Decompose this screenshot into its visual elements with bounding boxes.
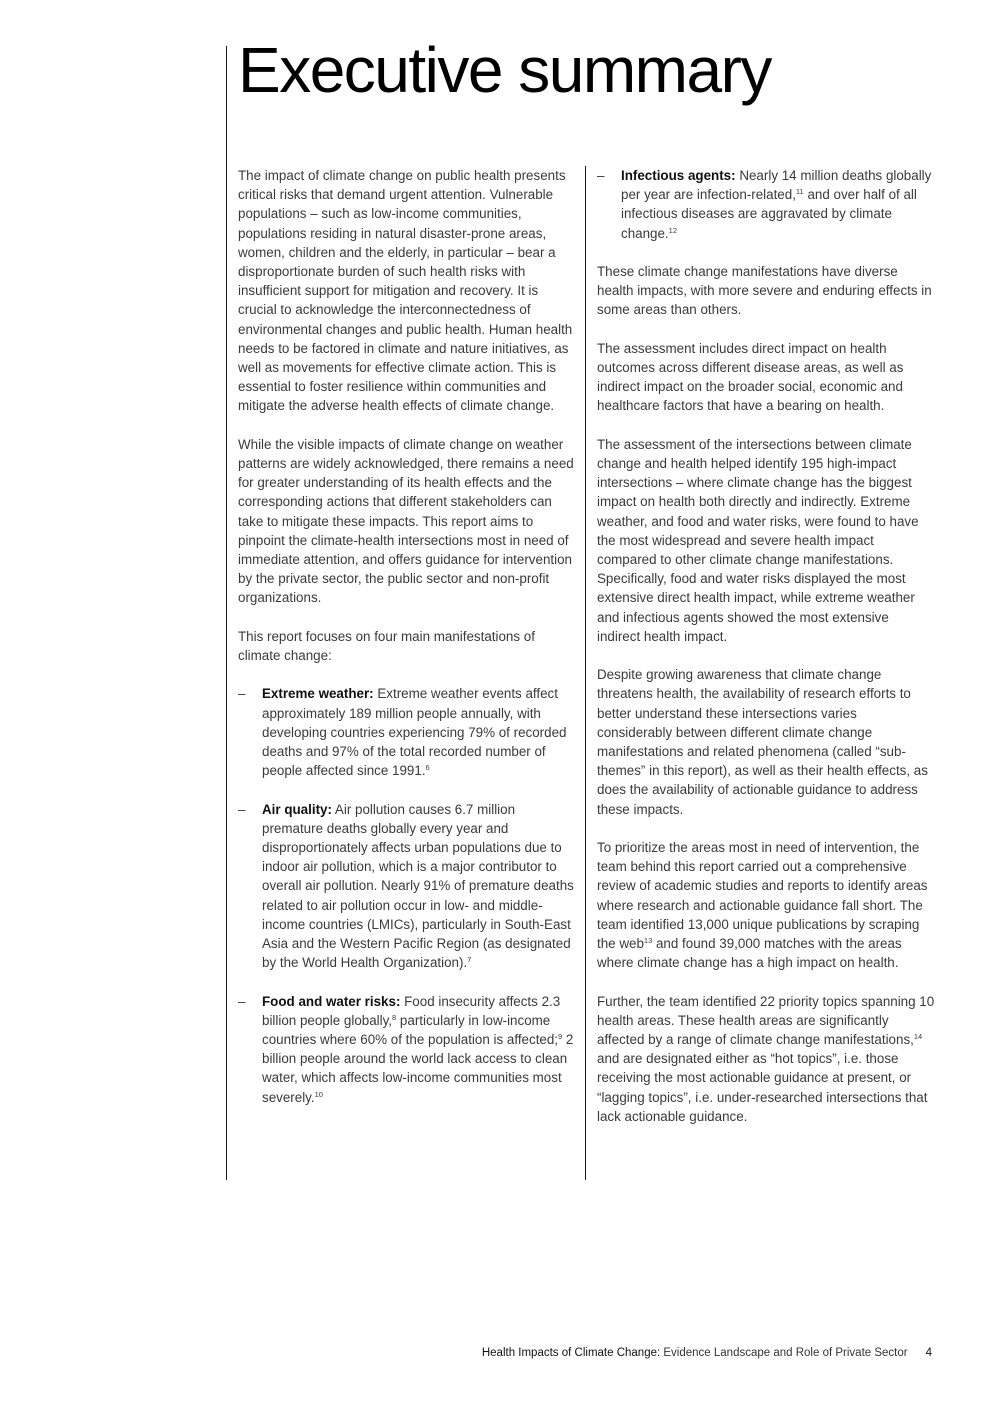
footnote-ref: 12 (668, 225, 677, 235)
right-column (597, 166, 935, 1145)
bullet-heading: Air quality: (262, 801, 332, 817)
priority-topics-paragraph (597, 992, 935, 1126)
bullet-dash: – (238, 801, 246, 817)
paragraph-text: and found 39,000 matches with the areas where climate change has a high impact on health. (597, 936, 902, 971)
bullet-text: Food insecurity affects 2.3 billion people globally, (262, 993, 561, 1028)
diverse-impacts-paragraph: These climate change manifestations have diverse health impacts, with more severe and enduring effects in some areas than others. (597, 264, 932, 318)
footnote-ref: 14 (913, 1032, 923, 1042)
left-vertical-rule (226, 46, 227, 1180)
assessment-scope-paragraph: The assessment includes direct impact on health outcomes across different disease areas, as well as indirect impact on the broader social, economic and healthcare factors that have a bearing on health. (597, 340, 904, 414)
footnote-ref: 7 (467, 955, 472, 965)
bullet-air-quality (238, 800, 576, 973)
footer-report-title: Health Impacts of Climate Change: (481, 1347, 661, 1359)
page-title: Executive summary (238, 34, 771, 106)
bullet-text: 2 billion people around the world lack access to clean water, which affects low-income communities most severely. (262, 1032, 574, 1105)
footnote-ref: 9 (558, 1032, 563, 1042)
bullet-heading: Infectious agents: (621, 168, 736, 183)
footnote-ref: 13 (643, 936, 653, 946)
prioritization-paragraph (597, 838, 935, 972)
bullet-dash: – (238, 993, 246, 1009)
research-availability-paragraph: Despite growing awareness that climate change threatens health, the availability of research efforts to better understand these intersections varies considerably between different climate change manifestations and related phenomena (called “sub-themes” in this report), as well as their health effects, as does the availability of actionable guidance to address these impacts. (597, 667, 928, 817)
bullet-infectious-agents (597, 166, 935, 243)
footnote-ref: 8 (392, 1012, 397, 1022)
paragraph-text: Further, the team identified 22 priority topics spanning 10 health areas. These health areas are significantly affected by a range of climate change manifestations, (597, 993, 935, 1048)
visible-impacts-paragraph: While the visible impacts of climate change on weather patterns are widely acknowledged, there remains a need for greater understanding of its health effects and the corresponding actions that different stakeholders can take to mitigate these impacts. This report aims to pinpoint the climate-health intersections most in need of immediate attention, and offers guidance for intervention by the private sector, the public sector and non-profit organizations. (238, 436, 574, 606)
paragraph-text: and are designated either as “hot topics”, i.e. those receiving the most actionable guidance at present, or “lagging topics”, i.e. under-researched intersections that lack actionable guidance. (597, 1051, 928, 1124)
left-column (238, 166, 576, 1126)
bullet-heading: Food and water risks: (262, 993, 401, 1009)
bullet-text: Air pollution causes 6.7 million premature deaths globally every year and disproportionately affects urban populations due to indoor air pollution, which is a major contributor to overall air pollution. Nearly 91% of premature deaths related to air pollution occur in low- and middle-income countries (LMICs), particularly in South-East Asia and the Western Pacific Region (as designated by the World Health Organization). (262, 801, 574, 971)
bullet-text: and over half of all infectious diseases are aggravated by climate change. (621, 187, 917, 241)
bullet-heading: Extreme weather: (262, 686, 374, 702)
column-divider-rule (585, 166, 586, 1180)
footer-report-subtitle: Evidence Landscape and Role of Private Sector (660, 1347, 908, 1359)
bullet-text: particularly in low-income countries where 60% of the population is affected; (262, 1012, 559, 1048)
bullet-extreme-weather (238, 684, 576, 780)
page-footer (482, 1347, 932, 1359)
intro-paragraph: The impact of climate change on public health presents critical risks that demand urgent attention. Vulnerable populations – such as low-income communities, populations residing in natural disaster-prone areas, women, children and the elderly, in particular – bear a disproportionate burden of such health risks with insufficient support for mitigation and recovery. It is crucial to acknowledge the interconnectedness of environmental changes and public health. Human health needs to be factored in climate and nature initiatives, as well as movements for effective climate action. This is essential to foster resilience within communities and mitigate the adverse health effects of climate change. (238, 168, 573, 414)
page-number: 4 (925, 1347, 932, 1359)
paragraph-text: To prioritize the areas most in need of intervention, the team behind this report carried out a comprehensive review of academic studies and reports to identify areas where research and actionable guidance fall short. The team identified 13,000 unique publications by scraping the web (597, 840, 928, 952)
footnote-ref: 10 (314, 1089, 323, 1099)
footnote-ref: 6 (425, 763, 430, 773)
bullet-text: Extreme weather events affect approximately 189 million people annually, with developing countries experiencing 79% of recorded deaths and 97% of the total recorded number of people affected since 1991. (262, 686, 567, 779)
bullet-text: Nearly 14 million deaths globally per year are infection-related, (621, 168, 932, 203)
bullet-food-water-risks (238, 992, 576, 1107)
intersections-paragraph: The assessment of the intersections between climate change and health helped identify 195 high-impact intersections – where climate change has the biggest impact on health both directly and indirectly. Extreme weather, and food and water risks, were found to have the most widespread and severe health impact compared to other climate change manifestations. Specifically, food and water risks displayed the most extensive direct health impact, while extreme weather and infectious agents showed the most extensive indirect health impact. (597, 436, 919, 644)
manifestations-intro-paragraph: This report focuses on four main manifestations of climate change: (238, 628, 535, 664)
bullet-dash: – (597, 168, 605, 183)
footnote-ref: 11 (795, 187, 804, 197)
bullet-dash: – (238, 686, 246, 702)
